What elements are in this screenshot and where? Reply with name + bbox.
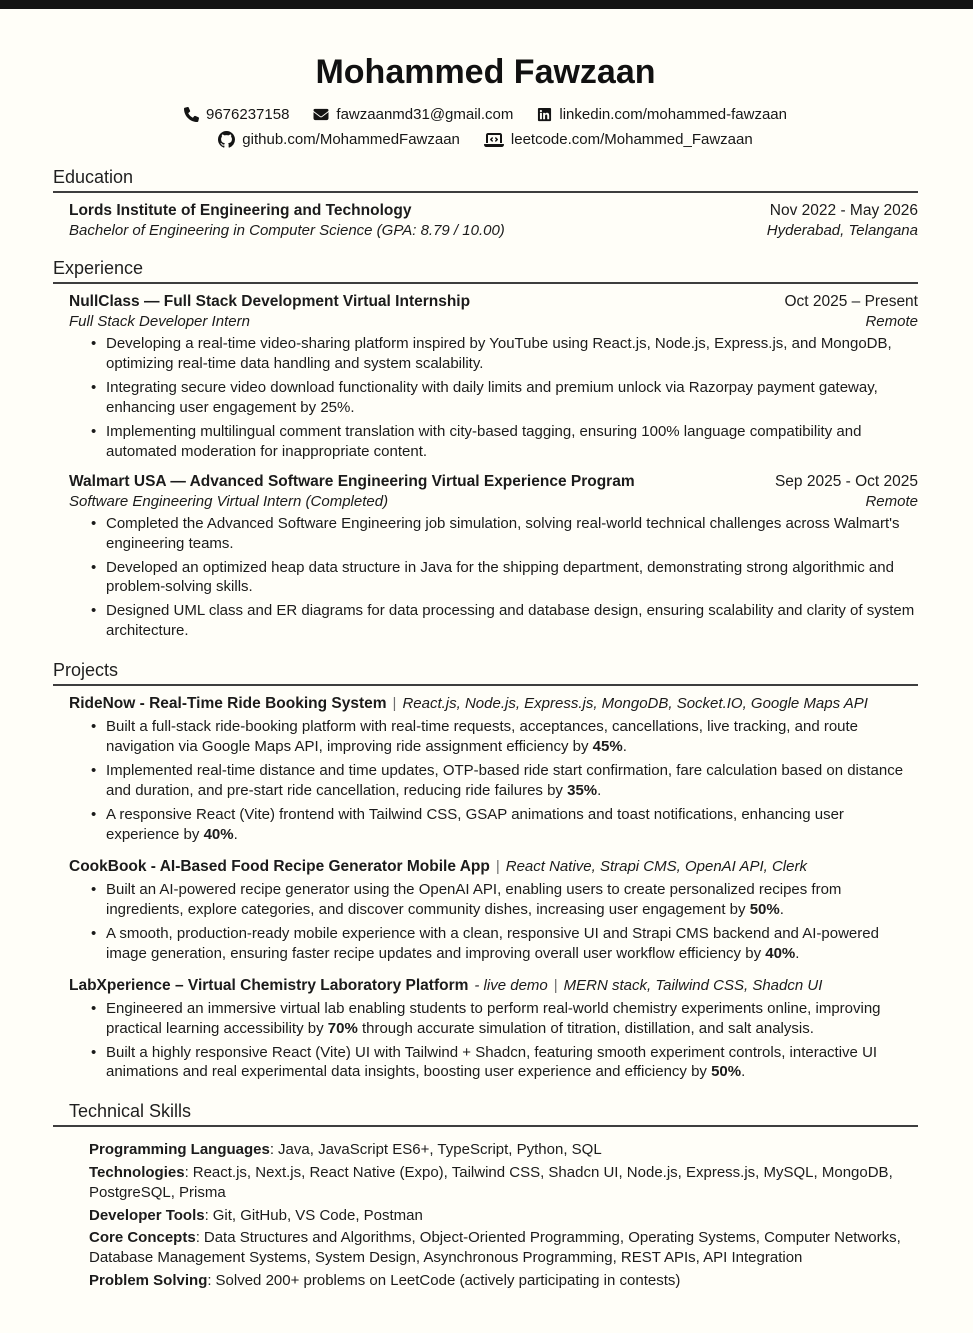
experience-bullets bbox=[69, 334, 918, 462]
top-bar bbox=[0, 0, 973, 9]
skill-row-languages bbox=[89, 1140, 918, 1160]
phone-icon bbox=[184, 107, 199, 122]
skill-row-problem-solving bbox=[89, 1271, 918, 1291]
skill-label: Programming Languages bbox=[89, 1141, 270, 1159]
project-entry-ridenow bbox=[69, 695, 918, 845]
bullet-item: • Implementing multilingual comment translation with city-based tagging, ensuring 100% language compatibility and automated moderation for inappropriate content. bbox=[106, 422, 918, 462]
project-name: CookBook - AI-Based Food Recipe Generator Mobile App bbox=[69, 857, 490, 875]
project-entry-cookbook bbox=[69, 858, 918, 964]
experience-row-main bbox=[69, 473, 918, 491]
contact-leetcode[interactable] bbox=[484, 131, 753, 148]
section-experience bbox=[53, 258, 918, 641]
section-title-projects: Projects bbox=[53, 660, 119, 681]
bullet-item: • A smooth, production-ready mobile experience with a clean, responsive UI and Strapi CMS backend and AI-powered image generation, ensuring faster recipe updates and improving overall user workflow efficiency by 40%. bbox=[106, 924, 918, 964]
experience-entry-walmart bbox=[69, 473, 918, 642]
bullet-item: • Designed UML class and ER diagrams for data processing and database design, ensuring scalability and clarity of system architecture. bbox=[106, 601, 918, 641]
live-demo-link[interactable]: - live demo bbox=[474, 976, 548, 994]
skill-value: Solved 200+ problems on LeetCode (actively participating in contests) bbox=[215, 1271, 681, 1289]
email-icon bbox=[313, 107, 329, 122]
skill-colon: : bbox=[204, 1206, 209, 1224]
contact-phone-text: 9676237158 bbox=[205, 106, 290, 123]
bullet-item: • A responsive React (Vite) frontend with Tailwind CSS, GSAP animations and toast notifications, enhancing user experience by 40%. bbox=[106, 805, 918, 845]
skill-value: Data Structures and Algorithms, Object-Oriented Programming, Operating Systems, Computer Networks, Database Management Systems, System Design, Asynchronous Programming, REST APIs, API Integration bbox=[89, 1228, 901, 1267]
bullet-item: • Integrating secure video download functionality with daily limits and premium unlock via Razorpay payment gateway, enhancing user engagement by 25%. bbox=[106, 378, 918, 418]
bullet-item: • Engineered an immersive virtual lab enabling students to perform real-world chemistry experiments online, improving practical learning accessibility by 70% through accurate simulation of titration, distillation, and salt analysis. bbox=[106, 999, 918, 1039]
section-education bbox=[53, 167, 918, 239]
project-tech: MERN stack, Tailwind CSS, Shadcn UI bbox=[563, 976, 823, 994]
skill-colon: : bbox=[207, 1271, 212, 1289]
skill-row-core-concepts bbox=[89, 1228, 918, 1269]
skill-label: Developer Tools bbox=[89, 1206, 205, 1224]
education-entry bbox=[69, 202, 918, 239]
entry-dates: Sep 2025 - Oct 2025 bbox=[774, 472, 918, 490]
role-title: Software Engineering Virtual Intern (Completed) bbox=[69, 492, 389, 510]
education-school: Lords Institute of Engineering and Technology bbox=[69, 202, 412, 219]
project-bullets bbox=[69, 880, 918, 964]
project-separator: | bbox=[553, 976, 558, 994]
contact-line-2 bbox=[53, 131, 918, 148]
project-title-line bbox=[69, 858, 918, 876]
contact-leetcode-text: leetcode.com/Mohammed_Fawzaan bbox=[510, 131, 753, 148]
skill-value: Git, GitHub, VS Code, Postman bbox=[212, 1206, 423, 1224]
skill-label: Technologies bbox=[89, 1163, 185, 1181]
skill-value: Java, JavaScript ES6+, TypeScript, Python, SQL bbox=[278, 1141, 602, 1159]
entry-location: Remote bbox=[865, 313, 918, 330]
experience-row-sub bbox=[69, 493, 918, 510]
resume-page bbox=[0, 9, 973, 1333]
skills-header bbox=[53, 1101, 918, 1127]
company-name: Walmart USA — Advanced Software Engineering Virtual Experience Program bbox=[69, 472, 635, 490]
github-icon bbox=[218, 131, 235, 148]
experience-row-main bbox=[69, 293, 918, 311]
skill-value: React.js, Next.js, React Native (Expo), Tailwind CSS, Shadcn UI, Node.js, Express.js, MySQL, MongoDB, PostgreSQL, Prisma bbox=[89, 1163, 893, 1202]
contact-linkedin-text: linkedin.com/mohammed-fawzaan bbox=[559, 106, 787, 123]
education-location: Hyderabad, Telangana bbox=[766, 222, 918, 239]
experience-bullets bbox=[69, 514, 918, 642]
role-title: Full Stack Developer Intern bbox=[69, 313, 250, 330]
contact-github-text: github.com/MohammedFawzaan bbox=[242, 131, 460, 148]
education-header bbox=[53, 167, 918, 193]
project-separator: | bbox=[495, 857, 500, 875]
bullet-item: • Built a full-stack ride-booking platform with real-time requests, acceptances, cancellations, live tracking, and route navigation via Google Maps API, improving ride assignment efficiency by 45%. bbox=[106, 717, 918, 757]
bullet-item: • Completed the Advanced Software Engineering job simulation, solving real-world technical challenges across Walmart's engineering teams. bbox=[106, 514, 918, 554]
bullet-item: • Implemented real-time distance and time updates, OTP-based ride start confirmation, fare calculation based on distance and duration, and pre-start ride cancellation, reducing ride failures by 35%. bbox=[106, 761, 918, 801]
education-dates: Nov 2022 - May 2026 bbox=[769, 202, 918, 219]
linkedin-icon bbox=[537, 107, 552, 122]
resume-header bbox=[53, 53, 918, 148]
project-separator: | bbox=[392, 695, 397, 713]
project-entry-labxperience bbox=[69, 977, 918, 1083]
project-title-line bbox=[69, 977, 918, 995]
experience-entry-nullclass bbox=[69, 293, 918, 462]
contact-email[interactable] bbox=[313, 106, 513, 123]
contact-phone[interactable] bbox=[184, 106, 289, 123]
bullet-item: • Developing a real-time video-sharing platform inspired by YouTube using React.js, Node.js, Express.js, and MongoDB, optimizing real-time data handling and system scalability. bbox=[106, 334, 918, 374]
contact-linkedin[interactable] bbox=[537, 106, 787, 123]
contact-line-1 bbox=[53, 106, 918, 123]
section-title-skills: Technical Skills bbox=[69, 1101, 192, 1122]
section-title-experience: Experience bbox=[53, 258, 144, 278]
skill-row-developer-tools bbox=[89, 1206, 918, 1226]
skill-colon: : bbox=[269, 1141, 275, 1159]
education-row-sub bbox=[69, 222, 918, 239]
section-projects bbox=[53, 660, 918, 1082]
bullet-item: • Built an AI-powered recipe generator using the OpenAI API, enabling users to create personalized recipes from ingredients, explore categories, and discover community dishes, increasing user engagement by 50%. bbox=[106, 880, 918, 920]
skill-colon: : bbox=[195, 1228, 200, 1246]
project-bullets bbox=[69, 999, 918, 1083]
project-tech: React.js, Node.js, Express.js, MongoDB, Socket.IO, Google Maps API bbox=[402, 695, 868, 713]
company-name: NullClass — Full Stack Development Virtual Internship bbox=[69, 293, 471, 310]
section-title-education: Education bbox=[53, 167, 134, 187]
skill-label: Problem Solving bbox=[89, 1271, 208, 1289]
project-name: RideNow - Real-Time Ride Booking System bbox=[69, 695, 387, 713]
project-name: LabXperience – Virtual Chemistry Laboratory Platform bbox=[69, 976, 469, 994]
education-row-main bbox=[69, 202, 918, 220]
project-bullets bbox=[69, 717, 918, 845]
experience-header bbox=[53, 258, 918, 284]
project-title-line bbox=[69, 695, 918, 713]
entry-dates: Oct 2025 – Present bbox=[784, 293, 918, 310]
candidate-name: Mohammed Fawzaan bbox=[315, 53, 656, 91]
education-degree: Bachelor of Engineering in Computer Science (GPA: 8.79 / 10.00) bbox=[69, 222, 505, 239]
skill-label: Core Concepts bbox=[89, 1228, 196, 1246]
entry-location: Remote bbox=[865, 492, 918, 510]
projects-header bbox=[53, 660, 918, 686]
section-skills bbox=[53, 1101, 918, 1291]
bullet-item: • Built a highly responsive React (Vite) UI with Tailwind + Shadcn, featuring smooth experiment controls, interactive UI animations and real experimental data insights, boosting user experience and efficiency by 50%. bbox=[106, 1043, 918, 1083]
skill-colon: : bbox=[184, 1163, 189, 1181]
project-tech: React Native, Strapi CMS, OpenAI API, Clerk bbox=[505, 857, 807, 875]
bullet-item: • Developed an optimized heap data structure in Java for the shipping department, demonstrating strong algorithmic and problem-solving skills. bbox=[106, 558, 918, 598]
skills-list bbox=[89, 1140, 918, 1291]
skill-row-technologies bbox=[89, 1163, 918, 1204]
contact-email-text: fawzaanmd31@gmail.com bbox=[336, 106, 514, 123]
leetcode-icon bbox=[484, 132, 504, 148]
contact-github[interactable] bbox=[218, 131, 460, 148]
experience-row-sub bbox=[69, 313, 918, 330]
